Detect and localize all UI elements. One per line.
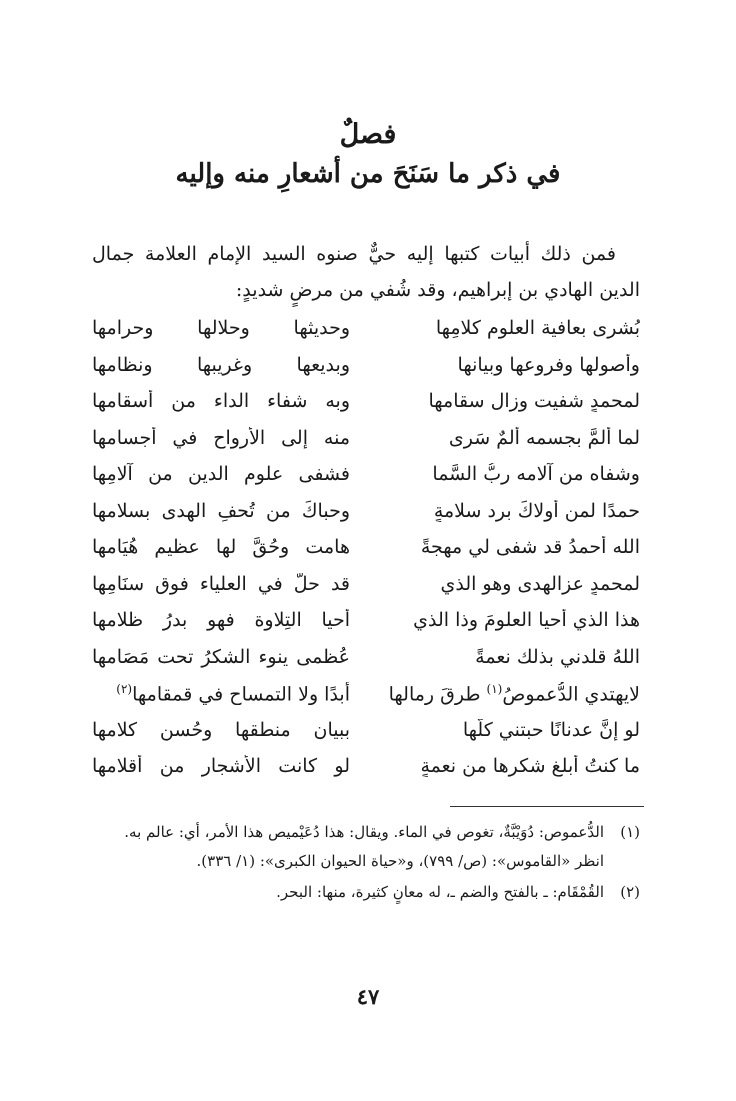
footnote-separator (450, 806, 644, 807)
footnote-1 (92, 818, 640, 876)
verse-second-hemistich: وحديثها وحلالها وحرامها (92, 317, 350, 340)
verse-second-hemistich: ببيان منطقها وحُسن كلامها (92, 718, 350, 741)
verse-first-hemistich: اللهُ قلدني بذلك نعمةً (475, 645, 640, 668)
intro-paragraph: فمن ذلك أبيات كتبها إليه حيٌّ صنوه السيد الإمام العلامة جمال الدين الهادي بن إبراهيم، وقد شُفي من مرضٍ شديدٍ: (92, 243, 640, 301)
verse-2 (92, 347, 640, 384)
footnote-text: الدُّعموص: دُوَيْبَّةٌ، تغوص في الماء. ويقال: هذا دُعَيْميص هذا الأمر، أي: عالم به. انظر «القاموس»: (ص/ ٧٩٩)، و«حياة الحيوان الكبرى»: (١/ ٣٣٦). (124, 823, 604, 870)
verse-5 (92, 456, 640, 493)
verse-second-hemistich: وحباكَ من تُحفِ الهدى بسلامها (92, 499, 350, 522)
verse-first-hemistich: حمدًا لمن أولاكَ برد سلامةٍ (433, 499, 640, 522)
verse-first-hemistich: ما كنتُ أبلغ شكرها من نعمةٍ (420, 755, 640, 778)
verse-first-hemistich: لو إنَّ عدنانًا حبتني كلُّها (462, 718, 640, 741)
verse-13 (92, 748, 640, 785)
verse-second-hemistich: أحيا التِلاوة فهو بدرُ ظلامها (92, 609, 350, 632)
verse-second-hemistich: لو كانت الأشجار من أقلامها (92, 755, 350, 778)
verse-9 (92, 602, 640, 639)
verse-first-hemistich: لما ألمَّ بجسمه ألمٌ سَرى (448, 426, 640, 449)
verse-second-hemistich: هامت وحُقَّ لها عظيم هُيَامها (92, 536, 350, 559)
verse-3 (92, 383, 640, 420)
footnotes (92, 818, 640, 909)
section-subtitle: في ذكر ما سَنَحَ من أشعارِ منه وإليه (175, 159, 561, 189)
verse-second-hemistich: منه إلى الأرواح في أجسامها (92, 426, 350, 449)
verse-first-hemistich: بُشرى بعافية العلوم كلامِها (435, 317, 640, 340)
verse-8 (92, 566, 640, 603)
footnote-text: القُمْقَام: ـ بالفتح والضم ـ، له معانٍ كثيرة، منها: البحر. (276, 883, 604, 901)
verse-first-tail: طرقَ رمالها (388, 682, 487, 705)
verse-first-hemistich: هذا الذي أحيا العلومَ وذا الذي (413, 609, 640, 632)
verse-first-text: لايهتدي الدُّعموصُ (502, 682, 640, 705)
verse-first-hemistich: وأُصولها وفروعها وبيانها (457, 353, 640, 376)
verse-second-hemistich: وبه شفاء الداء من أسقامها (92, 390, 350, 413)
verse-10 (92, 639, 640, 676)
verse-first-hemistich: لمحمدٍ شفيت وزال سقامها (428, 390, 640, 413)
footnote-number: (١) (620, 823, 640, 841)
verse-6 (92, 493, 640, 530)
footnote-number: (٢) (620, 883, 640, 901)
verse-4 (92, 420, 640, 457)
verse-first-hemistich: الله أحمدُ قد شفى لي مهجةً (420, 536, 640, 559)
footnote-2 (92, 878, 640, 907)
verse-second-hemistich: قد حلَّ في العلياء فوق سنَامِها (92, 572, 350, 595)
verse-second-hemistich: فشفى علوم الدين من آلامِها (92, 463, 350, 486)
footnote-marker-1: (١) (486, 681, 503, 696)
verse-12 (92, 712, 640, 749)
footnote-marker-2: (٢) (116, 681, 133, 696)
verse-first-hemistich (382, 682, 640, 705)
verse-second-hemistich (92, 682, 350, 705)
verse-11 (92, 675, 640, 712)
poem (92, 310, 640, 785)
section-title: فصلٌ (339, 119, 397, 150)
verse-second-hemistich: عُظمى ينوء الشكرُ تحت مَصَامها (92, 645, 350, 668)
verse-second-hemistich: وبديعها وغريبها ونظامها (92, 353, 350, 376)
verse-first-hemistich: وشفاه من آلامه ربُّ السَّما (432, 463, 640, 486)
page-number: ٤٧ (356, 984, 380, 1009)
verse-7 (92, 529, 640, 566)
verse-1 (92, 310, 640, 347)
verse-first-hemistich: لمحمدٍ عزالهدى وهو الذي (440, 572, 640, 595)
verse-second-text: أبدًا ولا التمساح في قمقامها (132, 682, 350, 705)
